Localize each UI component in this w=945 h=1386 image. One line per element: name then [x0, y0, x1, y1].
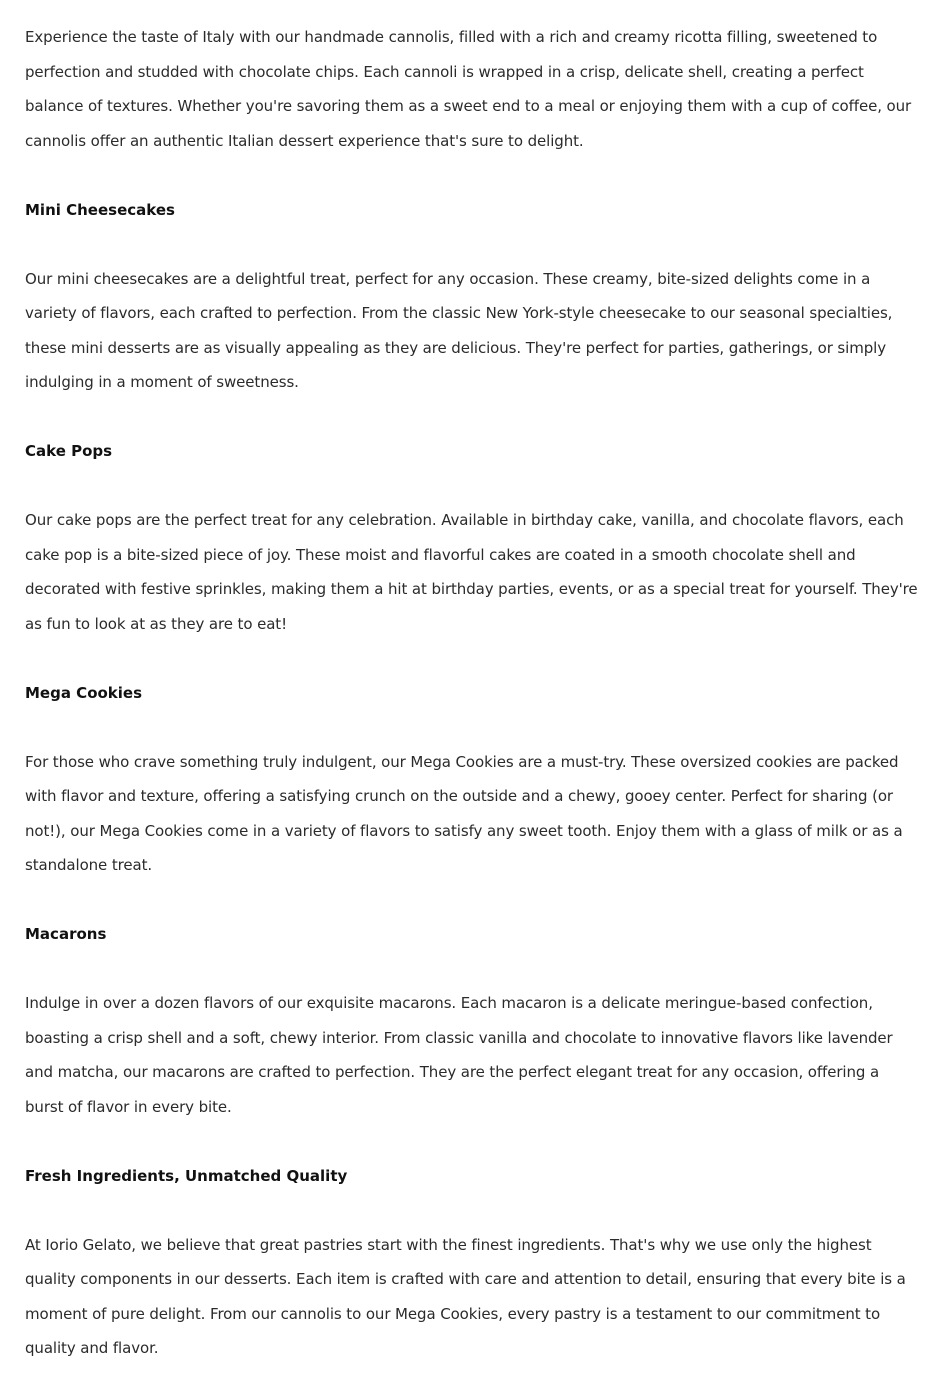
section-paragraph-fresh-ingredients: At Iorio Gelato, we believe that great pastries start with the finest ingredients. That's why we use only the highest quality components in our desserts. Each item is crafted with care and attention to detail, ensuring that every bite is a moment of pure delight. From our cannolis to our Mega Cookies, every pastry is a testament to our commitment to quality and flavor.	[25, 1235, 906, 1357]
spacer	[25, 883, 920, 918]
spacer	[25, 469, 920, 504]
spacer	[25, 1193, 920, 1228]
spacer	[25, 227, 920, 262]
section-paragraph-macarons: Indulge in over a dozen flavors of our exquisite macarons. Each macaron is a delicate meringue-based confection, boasting a crisp shell and a soft, chewy interior. From classic vanilla and chocolate to innovative flavors like lavender and matcha, our macarons are crafted to perfection. They are the perfect elegant treat for any occasion, offering a burst of flavor in every bite.	[25, 994, 893, 1116]
spacer	[25, 641, 920, 676]
section-heading-mega-cookies: Mega Cookies	[25, 683, 143, 702]
spacer	[25, 710, 920, 745]
spacer	[25, 158, 920, 193]
spacer	[25, 1124, 920, 1159]
section-heading-cake-pops: Cake Pops	[25, 442, 113, 460]
spacer	[25, 952, 920, 987]
intro-paragraph-cannolis: Experience the taste of Italy with our handmade cannolis, filled with a rich and creamy ricotta filling, sweetened to perfection and studded with chocolate chips. Each cannoli is wrapped in a crisp, delicate shell, creating a perfect balance of textures. Whether you're savoring them as a sweet end to a meal or enjoying them with a cup of coffee, our cannolis offer an authentic Italian dessert experience that's sure to delight.	[25, 28, 912, 150]
section-heading-mini-cheesecakes: Mini Cheesecakes	[25, 200, 175, 219]
spacer	[25, 400, 920, 435]
section-paragraph-mini-cheesecakes: Our mini cheesecakes are a delightful treat, perfect for any occasion. These creamy, bite-sized delights come in a variety of flavors, each crafted to perfection. From the classic New York-style cheesecake to our seasonal specialties, these mini desserts are as visually appealing as they are delicious. They're perfect for parties, gatherings, or simply indulging in a moment of sweetness.	[25, 269, 893, 391]
section-paragraph-cake-pops: Our cake pops are the perfect treat for any celebration. Available in birthday cake, vanilla, and chocolate flavors, each cake pop is a bite-sized piece of joy. These moist and flavorful cakes are coated in a smooth chocolate shell and decorated with festive sprinkles, making them a hit at birthday parties, events, or as a special treat for yourself. They're as fun to look at as they are to eat!	[25, 511, 918, 633]
article-body	[25, 20, 920, 1366]
section-heading-macarons: Macarons	[25, 925, 107, 943]
section-paragraph-mega-cookies: For those who crave something truly indulgent, our Mega Cookies are a must-try. These oversized cookies are packed with flavor and texture, offering a satisfying crunch on the outside and a chewy, gooey center. Perfect for sharing (or not!), our Mega Cookies come in a variety of flavors to satisfy any sweet tooth. Enjoy them with a glass of milk or as a standalone treat.	[25, 752, 903, 874]
section-heading-fresh-ingredients: Fresh Ingredients, Unmatched Quality	[25, 1166, 348, 1185]
